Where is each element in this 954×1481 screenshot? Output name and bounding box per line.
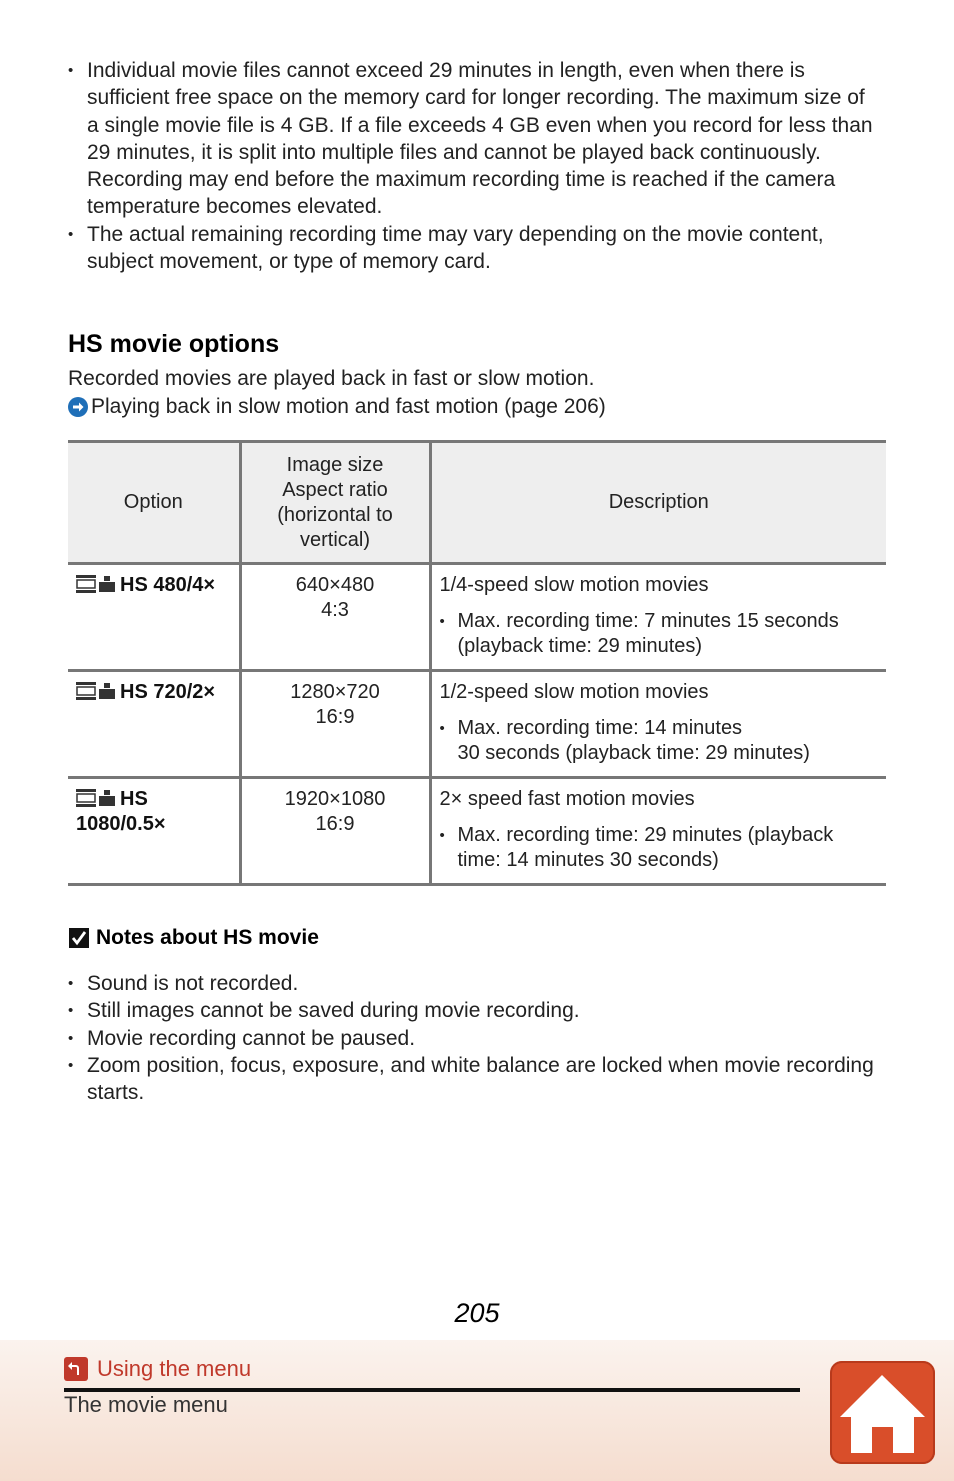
section-lead — [68, 365, 606, 421]
header-size — [240, 442, 430, 564]
option-label: HS 720/2× — [120, 681, 216, 703]
notes-item: • Still images cannot be saved during movie recording. — [68, 997, 878, 1024]
option-label-line-2: 1080/0.5× — [76, 813, 166, 835]
table-header-row — [68, 442, 886, 564]
aspect-ratio: 4:3 — [321, 599, 349, 621]
image-size: 1280×720 — [290, 681, 380, 703]
description-bullet-line-1: • Max. recording time: 7 minutes 15 seconds — [457, 610, 839, 632]
header-size-line-4: vertical) — [299, 528, 370, 551]
intro-bullet-1-para-1: • Individual movie files cannot exceed 29 minutes in length, even when there is sufficient free space on the memory card for longer recording. The maximum size of a single movie file is 4 GB. If a file exceeds 4 GB even when you record for less than 29 minutes, it is split into multiple files and cannot be played back continuously. — [87, 59, 873, 164]
breadcrumb-label: Using the menu — [97, 1356, 252, 1381]
footer-section: The movie menu — [64, 1392, 228, 1417]
page-link[interactable] — [68, 393, 606, 421]
lead-text: Recorded movies are played back in fast or slow motion. — [68, 367, 595, 390]
intro-list — [68, 57, 878, 275]
description-bullet-line-2: 30 seconds (playback time: 29 minutes) — [457, 742, 810, 764]
description-text: 1/2-speed slow motion movies — [439, 681, 709, 703]
notes-title-text: Notes about HS movie — [96, 926, 319, 949]
size-cell — [240, 671, 430, 778]
size-cell — [240, 778, 430, 885]
description-list — [440, 823, 879, 873]
aspect-ratio: 16:9 — [315, 813, 355, 835]
page-number: 205 — [454, 1298, 500, 1328]
header-size-line-1: Image size — [286, 453, 384, 476]
check-note-icon — [68, 927, 90, 949]
notes-item: • Movie recording cannot be paused. — [68, 1025, 878, 1052]
footer — [0, 1340, 954, 1481]
description-bullet-line-2: time: 14 minutes 30 seconds) — [457, 849, 719, 871]
notes-title — [68, 926, 319, 950]
notes-list — [68, 970, 878, 1106]
section-title: HS movie options — [68, 330, 280, 358]
notes-section — [68, 970, 878, 1106]
description-list — [440, 609, 879, 659]
hs-options-table — [68, 440, 886, 886]
aspect-ratio: 16:9 — [315, 706, 355, 728]
description-list — [440, 716, 879, 766]
description-cell — [430, 778, 886, 885]
hs-720-icon — [76, 682, 96, 700]
hs-1080-icon — [76, 789, 96, 807]
hs-badge-icon — [98, 789, 116, 807]
back-menu-icon — [64, 1357, 88, 1381]
notes-item: • Zoom position, focus, exposure, and white balance are locked when movie recording starts. — [68, 1052, 878, 1107]
image-size: 1920×1080 — [284, 788, 386, 810]
hs-480-icon — [76, 575, 96, 593]
intro-notes — [68, 57, 878, 275]
hs-badge-icon — [98, 682, 116, 700]
arrow-circle-icon — [68, 397, 88, 417]
option-label: HS 480/4× — [120, 574, 216, 596]
page-link-label: Playing back in slow motion and fast motion (page 206) — [91, 395, 606, 418]
header-description: Description — [430, 442, 886, 564]
size-cell — [240, 564, 430, 671]
intro-bullet-1-para-2: Recording may end before the maximum recording time is reached if the camera temperature becomes elevated. — [87, 168, 836, 219]
table-row — [68, 564, 886, 671]
notes-item: • Sound is not recorded. — [68, 970, 878, 997]
option-label: HS — [120, 788, 148, 810]
image-size: 640×480 — [295, 574, 375, 596]
intro-bullet-1 — [68, 57, 878, 221]
header-option: Option — [68, 442, 240, 564]
description-bullet-line-2: (playback time: 29 minutes) — [457, 635, 703, 657]
description-text: 1/4-speed slow motion movies — [439, 574, 709, 596]
description-bullet-line-1: • Max. recording time: 29 minutes (playback — [457, 824, 834, 846]
description-bullet-line-1: • Max. recording time: 14 minutes — [457, 717, 743, 739]
description-bullet — [440, 716, 879, 766]
hs-badge-icon — [98, 575, 116, 593]
option-cell — [68, 778, 240, 885]
home-icon — [830, 1361, 935, 1464]
header-size-line-2: Aspect ratio — [282, 478, 388, 501]
intro-bullet-2: • The actual remaining recording time may vary depending on the movie content, subject movement, or type of memory card. — [68, 221, 878, 276]
description-cell — [430, 564, 886, 671]
description-bullet — [440, 609, 879, 659]
option-cell — [68, 564, 240, 671]
header-size-line-3: (horizontal to — [277, 503, 393, 526]
option-cell — [68, 671, 240, 778]
menu-breadcrumb[interactable] — [64, 1356, 251, 1382]
table-row — [68, 778, 886, 885]
home-button[interactable] — [830, 1361, 935, 1464]
table-row — [68, 671, 886, 778]
description-cell — [430, 671, 886, 778]
description-bullet — [440, 823, 879, 873]
description-text: 2× speed fast motion movies — [439, 788, 695, 810]
